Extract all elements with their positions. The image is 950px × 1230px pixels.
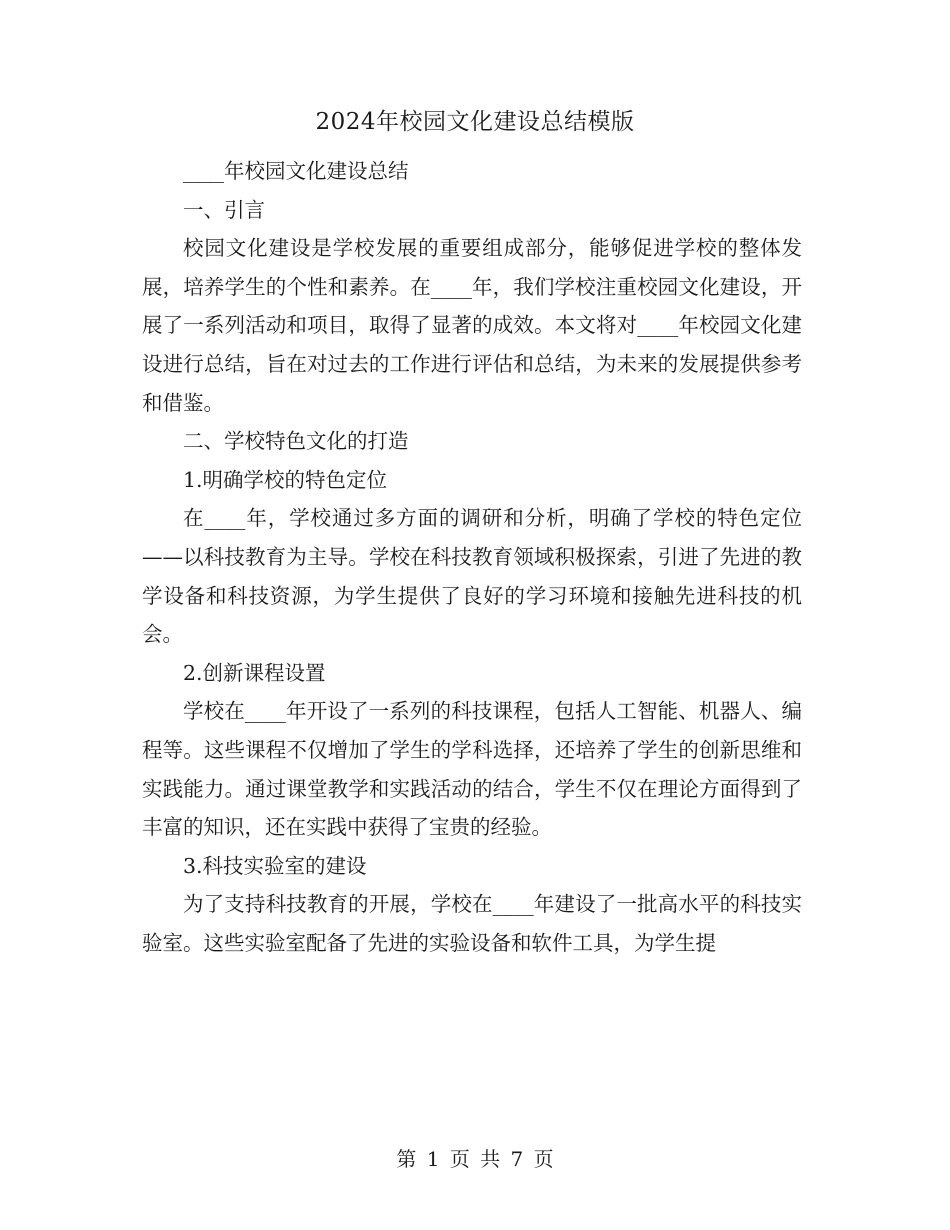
page-number-footer: 第 1 页 共 7 页 bbox=[396, 1147, 554, 1171]
paragraph-curriculum: 学校在____年开设了一系列的科技课程，包括人工智能、机器人、编程等。这些课程不仅增加了学生的学科选择，还培养了学生的创新思维和实践能力。通过课堂教学和实践活动的结合，学生不仅在理论方面得到了丰富的知识，还在实践中获得了宝贵的经验。 bbox=[142, 699, 802, 840]
subheading-laboratory: 3.科技实验室的建设 bbox=[183, 853, 367, 878]
paragraph-intro: 校园文化建设是学校发展的重要组成部分，能够促进学校的整体发展，培养学生的个性和素养。在____年，我们学校注重校园文化建设，开展了一系列活动和项目，取得了显著的成效。本文将对____年校园文化建设进行总结，旨在对过去的工作进行评估和总结，为未来的发展提供参考和借鉴。 bbox=[142, 236, 802, 415]
subheading-positioning: 1.明确学校的特色定位 bbox=[183, 467, 388, 492]
paragraph-subtitle: ____年校园文化建设总结 bbox=[183, 159, 409, 183]
section-heading-intro: 一、引言 bbox=[183, 197, 265, 222]
document-title: 2024年校园文化建设总结模版 bbox=[315, 109, 635, 135]
document-body bbox=[142, 152, 802, 962]
section-heading-culture: 二、学校特色文化的打造 bbox=[183, 429, 409, 454]
paragraph-laboratory: 为了支持科技教育的开展，学校在____年建设了一批高水平的科技实验室。这些实验室配备了先进的实验设备和软件工具，为学生提 bbox=[142, 892, 802, 955]
paragraph-positioning: 在____年，学校通过多方面的调研和分析，明确了学校的特色定位——以科技教育为主导。学校在科技教育领域积极探索，引进了先进的教学设备和科技资源，为学生提供了良好的学习环境和接触先进科技的机会。 bbox=[142, 506, 802, 647]
subheading-curriculum: 2.创新课程设置 bbox=[183, 660, 326, 685]
